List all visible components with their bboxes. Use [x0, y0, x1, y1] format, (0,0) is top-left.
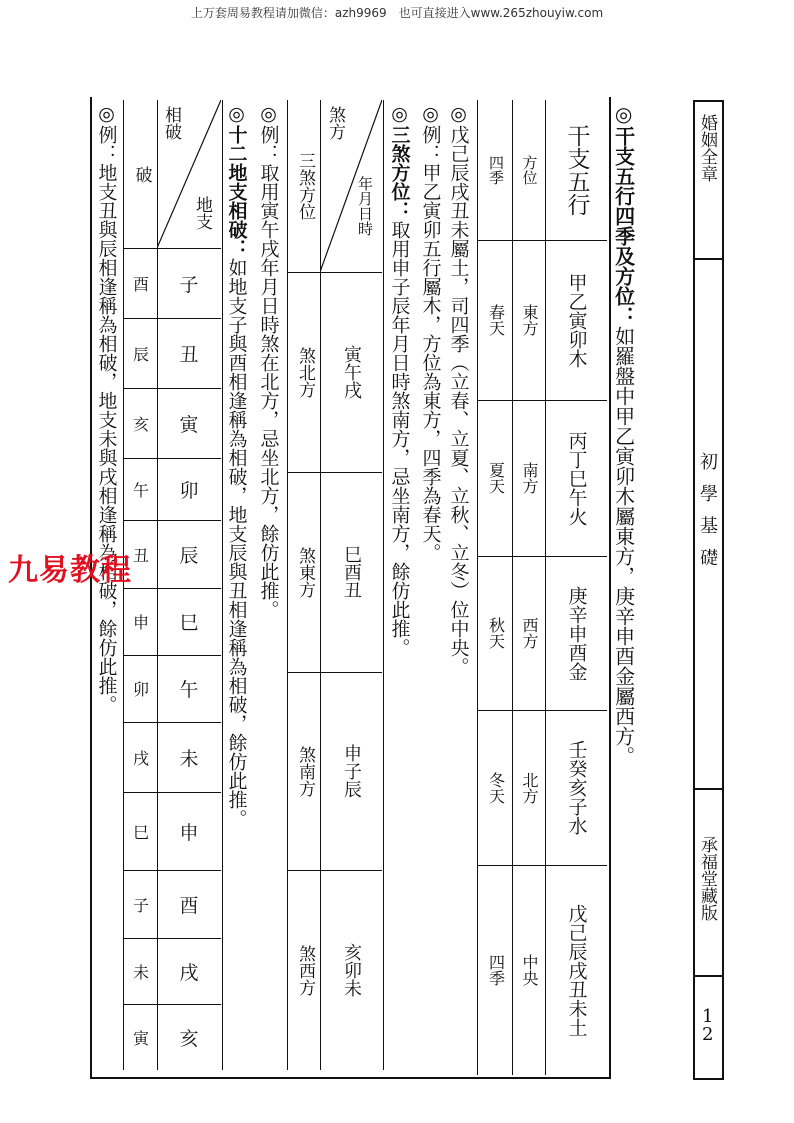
dizhi-0: 子	[179, 273, 199, 296]
po-3: 午	[132, 480, 149, 500]
shafang-col-2-dir: 煞南方	[295, 745, 315, 797]
wuxing-example: ◎例：甲乙寅卯五行屬木，方位為東方，四季為春天。	[419, 103, 442, 562]
po-10: 未	[132, 962, 149, 982]
shafang-example: ◎例：取用寅午戌年月日時煞在北方，忌坐北方，餘仿此推。	[257, 103, 280, 619]
wuxing-row-1-fangwei: 南方	[520, 462, 539, 494]
po-7: 戌	[132, 748, 149, 768]
dizhi-4: 辰	[179, 544, 199, 567]
wuxing-row-1-siji: 夏天	[486, 462, 506, 494]
page-header: 上万套周易教程请加微信：azh9969 也可直接进入www.265zhouyiw.com	[190, 6, 604, 20]
shafang-col-1-years: 巳酉丑	[341, 545, 362, 599]
dizhi-11: 亥	[179, 1027, 199, 1050]
side-bar	[693, 100, 724, 1080]
wuxing-header-siji: 四季	[487, 155, 505, 185]
po-4: 丑	[132, 545, 149, 565]
wuxing-row-0-ganzhi: 甲乙寅卯木	[565, 272, 588, 368]
wuxing-row-1-ganzhi: 丙丁巳午火	[565, 430, 588, 526]
dizhi-2: 寅	[179, 413, 199, 436]
dizhi-7: 未	[179, 747, 199, 770]
po-9: 子	[132, 895, 149, 915]
shafang-corner-top: 煞方	[325, 106, 345, 140]
wuxing-row-3-fangwei: 北方	[520, 771, 539, 804]
wuxing-row-4-siji: 四季	[486, 954, 506, 986]
wuxing-row-3-ganzhi: 壬癸亥子水	[565, 740, 588, 835]
shafang-col-0-dir: 煞北方	[295, 346, 315, 398]
xiangpo-corner-top: 地支	[192, 196, 212, 230]
wuxing-row-2-ganzhi: 庚辛申酉金	[565, 585, 588, 681]
po-1: 辰	[132, 344, 149, 364]
wuxing-row-0-fangwei: 東方	[520, 304, 539, 336]
page-number: 12	[702, 1006, 714, 1045]
dizhi-10: 戌	[179, 961, 199, 984]
shafang-row-header: 三煞方位	[295, 152, 315, 220]
po-2: 亥	[132, 414, 149, 434]
dizhi-8: 申	[179, 821, 199, 844]
shafang-col-3-dir: 煞西方	[295, 944, 315, 996]
xiangpo-example: ◎例：地支丑與辰相逢稱為相破，地支未與戌相逢稱為相破，餘仿此推。	[95, 103, 118, 714]
wuxing-note: ◎戊己辰戌丑未屬土，司四季（立春、立夏、立秋、立冬）位中央。	[447, 103, 470, 676]
wuxing-row-3-siji: 冬天	[486, 771, 506, 804]
shafang-corner-bottom: 年月日時	[356, 176, 374, 236]
dizhi-1: 丑	[179, 343, 199, 366]
po-0: 酉	[132, 274, 149, 294]
dizhi-6: 午	[179, 679, 199, 701]
wuxing-heading: ◎干支五行四季及方位：如羅盤中甲乙寅卯木屬東方，庚辛申酉金屬西方。	[611, 102, 636, 766]
publisher: 承福堂藏版	[697, 836, 717, 921]
wuxing-row-4-fangwei: 中央	[520, 954, 539, 986]
book-title: 婚姻全章	[697, 114, 717, 182]
po-11: 寅	[132, 1028, 149, 1048]
watermark: 九易教程	[8, 553, 132, 588]
po-8: 巳	[132, 822, 149, 842]
wuxing-header-ganzhi: 干支五行	[563, 124, 590, 216]
po-5: 申	[132, 613, 149, 632]
xiangpo-heading: ◎十二地支相破：如地支子與酉相逢稱為相破，地支辰與丑相逢稱為相破，餘仿此推。	[225, 103, 248, 828]
wuxing-row-2-siji: 秋天	[486, 617, 506, 649]
wuxing-row-4-ganzhi: 戊己辰戌丑未土	[565, 903, 588, 1037]
xiangpo-row-header: 破	[131, 165, 152, 183]
wuxing-row-0-siji: 春天	[486, 304, 506, 336]
shafang-col-0-years: 寅午戌	[341, 345, 362, 399]
shafang-col-2-years: 申子辰	[341, 744, 362, 798]
dizhi-9: 酉	[179, 894, 199, 917]
wuxing-header-fangwei: 方位	[520, 155, 539, 185]
shafang-col-3-years: 亥卯未	[341, 943, 362, 997]
dizhi-3: 卯	[179, 479, 199, 502]
section-title: 初學基礎	[697, 452, 718, 580]
shafang-col-1-dir: 煞東方	[295, 546, 315, 598]
shafang-heading: ◎三煞方位：取用申子辰年月日時煞南方，忌坐南方，餘仿此推。	[388, 103, 411, 657]
po-6: 卯	[132, 680, 149, 699]
xiangpo-corner-bottom: 相破	[161, 106, 181, 140]
wuxing-row-2-fangwei: 西方	[520, 617, 539, 649]
dizhi-5: 巳	[179, 612, 199, 634]
